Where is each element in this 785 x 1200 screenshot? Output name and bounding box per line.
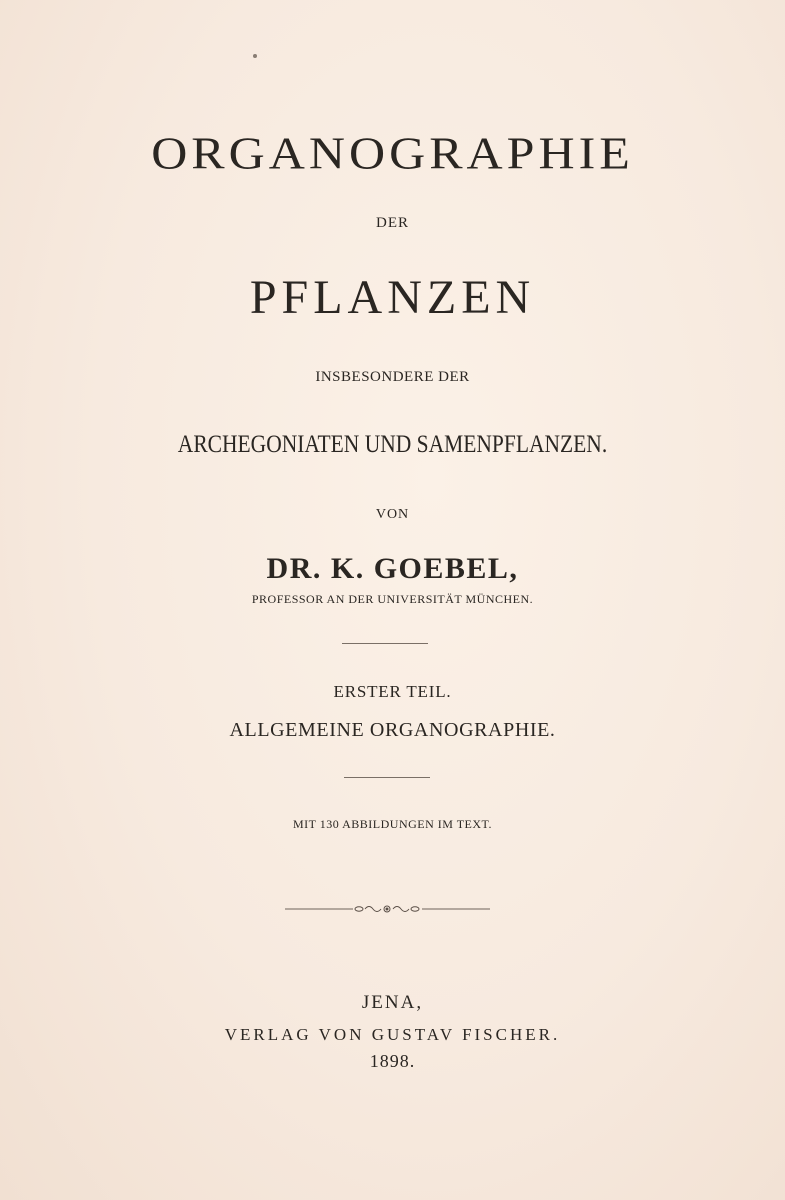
title-connector: DER [376,215,409,231]
author-by: VON [375,507,410,522]
author-prefix: DR. [266,552,322,585]
divider-rule [342,643,428,644]
illustrations-note: MIT 130 ABBILDUNGEN IM TEXT. [293,817,492,831]
imprint-city: JENA, [361,992,424,1013]
part-name: ALLGEMEINE ORGANOGRAPHIE. [229,719,556,741]
author-line [0,554,785,584]
title-qualifier: INSBESONDERE DER [315,369,470,385]
book-title: ORGANOGRAPHIE [151,127,634,179]
author-affiliation: PROFESSOR AN DER UNIVERSITÄT MÜNCHEN. [251,592,534,606]
book-subtitle: PFLANZEN [249,271,536,324]
ornament-divider [285,902,490,916]
imprint-year: 1898. [369,1051,416,1071]
part-number: ERSTER TEIL. [333,682,452,701]
divider-rule [344,777,430,778]
title-subject: ARCHEGONIATEN UND SAMENPFLANZEN. [177,431,608,458]
author-name: K. GOEBEL, [330,552,519,585]
paper-speck [253,54,257,58]
imprint-publisher: VERLAG VON GUSTAV FISCHER. [224,1025,561,1044]
